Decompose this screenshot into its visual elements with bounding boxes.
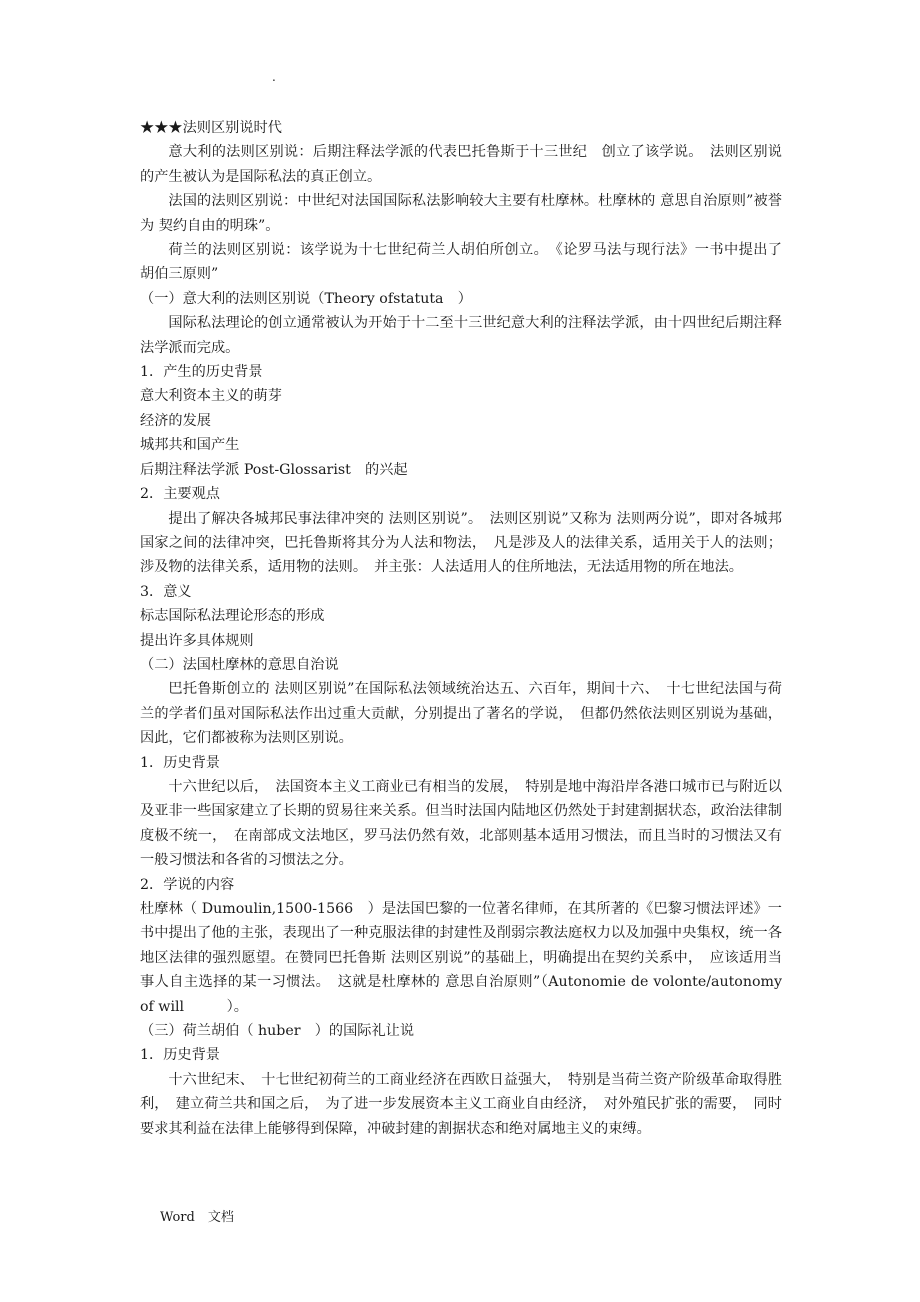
paragraph-origin: 国际私法理论的创立通常被认为开始于十二至十三世纪意大利的注释法学派，由十四世纪后期注释法学派而完成。 [140, 315, 782, 356]
subheading-france-background: 1．历史背景 [140, 754, 220, 771]
list-item: 经济的发展 [140, 412, 211, 429]
list-item: 提出许多具体规则 [140, 632, 254, 649]
subheading-significance: 3．意义 [140, 583, 192, 600]
list-item: 后期注释法学派 Post-Glossarist 的兴起 [140, 461, 408, 478]
subheading-main-points: 2．主要观点 [140, 486, 220, 503]
paragraph-main-points: 提出了解决各城邦民事法律冲突的 法则区别说”。 法则区别说”又称为 法则两分说”，即对各城邦国家之间的法律冲突，巴托鲁斯将其分为人法和物法， 凡是涉及人的法律关系，适用关于人的法则；涉及物的法律关系，适用物的法则。 并主张：人法适用人的住所地法，无法适用物的所在地法。 [140, 510, 782, 576]
paragraph-netherlands-background: 十六世纪末、 十七世纪初荷兰的工商业经济在西欧日益强大， 特别是当荷兰资产阶级革命取得胜利， 建立荷兰共和国之后， 为了进一步发展资本主义工商业自由经济， 对外殖民扩张的需要， 同时要求其利益在法律上能够得到保障，冲破封建的割据状态和绝对属地主义的束缚。 [140, 1071, 782, 1137]
section-title: ★★★法则区别说时代 [140, 120, 282, 136]
footer-label: Word 文档 [160, 1210, 234, 1225]
heading-italy: （一）意大利的法则区别说（Theory ofstatuta ） [140, 290, 472, 307]
subheading-background: 1．产生的历史背景 [140, 364, 263, 381]
subheading-doctrine: 2．学说的内容 [140, 876, 235, 893]
paragraph-france-background: 十六世纪以后， 法国资本主义工商业已有相当的发展， 特别是地中海沿岸各港口城市已与附近以及亚非一些国家建立了长期的贸易往来关系。但当时法国内陆地区仍然处于封建割据状态，政治法律制度极不统一， 在南部成文法地区，罗马法仍然有效，北部则基本适用习惯法，而且当时的习惯法又有一般习惯法和各省的习惯法之分。 [140, 778, 782, 869]
header-dot: . [272, 70, 276, 84]
list-item: 意大利资本主义的萌芽 [140, 388, 282, 405]
paragraph-netherlands-summary: 荷兰的法则区别说：该学说为十七世纪荷兰人胡伯所创立。 《论罗马法与现行法》一书中提出了 胡伯三原则” [140, 242, 782, 283]
list-item: 城邦共和国产生 [140, 437, 240, 454]
paragraph-france-summary: 法国的法则区别说：中世纪对法国国际私法影响较大主要有杜摩林。杜摩林的 意思自治原则”被誉为 契约自由的明珠”。 [140, 193, 782, 234]
paragraph-italy-summary: 意大利的法则区别说：后期注释法学派的代表巴托鲁斯于十三世纪 创立了该学说。 法则区别说的产生被认为是国际私法的真正创立。 [140, 144, 782, 185]
subheading-netherlands-background: 1．历史背景 [140, 1047, 220, 1064]
paragraph-france-intro: 巴托鲁斯创立的 法则区别说”在国际私法领域统治达五、六百年，期间十六、 十七世纪法国与荷兰的学者们虽对国际私法作出过重大贡献，分别提出了著名的学说， 但都仍然依法则区别说为基础，因此，它们都被称为法则区别说。 [140, 681, 782, 747]
heading-france: （二）法国杜摩林的意思自治说 [140, 656, 339, 673]
list-item: 标志国际私法理论形态的形成 [140, 608, 325, 625]
heading-netherlands: （三）荷兰胡伯（ huber ）的国际礼让说 [140, 1023, 415, 1040]
document-body [140, 116, 782, 1141]
paragraph-dumoulin: 杜摩林（ Dumoulin,1500-1566 ）是法国巴黎的一位著名律师，在其所著的《巴黎习惯法评述》一书中提出了他的主张，表现出了一种克服法律的封建性及削弱宗教法庭权力以及加强中央集权，统一各地区法律的强烈愿望。在赞同巴托鲁斯 法则区别说”的基础上，明确提出在契约关系中， 应该适用当事人自主选择的某一习惯法。 这就是杜摩林的 意思自治原则”（Autonomie de volonte/autonomy of will ）。 [140, 901, 782, 1015]
